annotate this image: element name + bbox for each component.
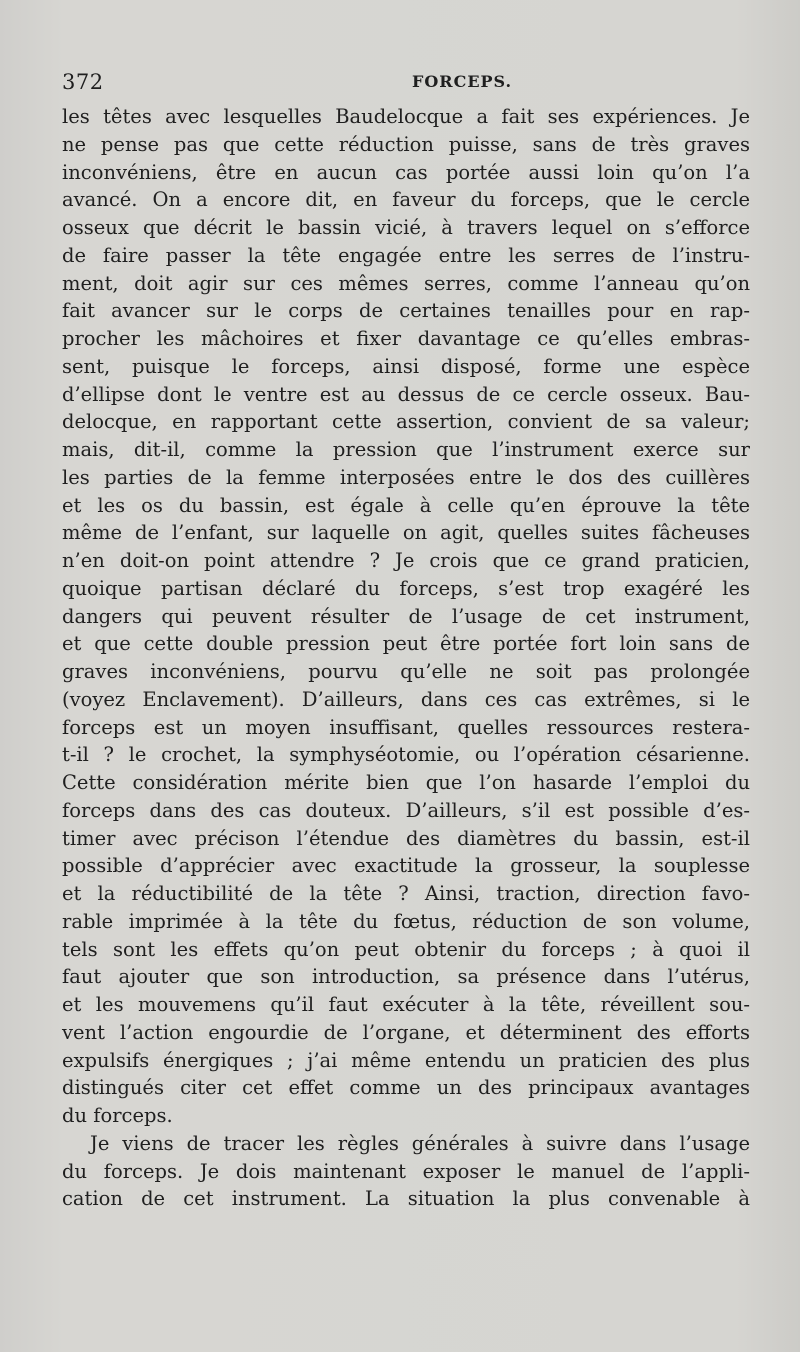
text-line: fait avancer sur le corps de certaines tenailles pour en rap- — [62, 299, 750, 323]
text-line: distingués citer cet effet comme un des principaux avantages — [62, 1076, 750, 1100]
text-line: les parties de la femme interposées entre le dos des cuillères — [62, 465, 750, 489]
text-line: avancé. On a encore dit, en faveur du forceps, que le cercle — [62, 188, 750, 212]
text-line: (voyez Enclavement). D’ailleurs, dans ces cas extrêmes, si le — [62, 687, 750, 711]
text-line: les têtes avec lesquelles Baudelocque a fait ses expériences. Je — [62, 105, 750, 128]
text-line: dangers qui peuvent résulter de l’usage de cet instrument, — [62, 604, 750, 628]
text-line: et que cette double pression peut être portée fort loin sans de — [62, 632, 750, 656]
text-line: d’ellipse dont le ventre est au dessus de ce cercle osseux. Bau- — [62, 382, 750, 406]
text-line: ne pense pas que cette réduction puisse, sans de très graves — [62, 132, 750, 156]
text-line: graves inconvéniens, pourvu qu’elle ne soit pas prolongée — [62, 660, 750, 683]
text-line: tels sont les effets qu’on peut obtenir du forceps ; à quoi il — [62, 937, 750, 961]
text-line: forceps dans des cas douteux. D’ailleurs, s’il est possible d’es- — [62, 798, 750, 822]
text-line: Cette considération mérite bien que l’on hasarde l’emploi du — [62, 771, 750, 794]
paragraph-1 — [62, 103, 750, 1130]
text-line: osseux que décrit le bassin vicié, à travers lequel on s’efforce — [62, 216, 750, 239]
text-line: ment, doit agir sur ces mêmes serres, comme l’anneau qu’on — [62, 271, 750, 295]
text-line: procher les mâchoires et fixer davantage ce qu’elles embras- — [62, 327, 750, 350]
text-line: cation de cet instrument. La situation la plus convenable à — [62, 1187, 750, 1211]
text-line: inconvéniens, être en aucun cas portée aussi loin qu’on l’a — [62, 160, 750, 184]
text-line: quoique partisan déclaré du forceps, s’est trop exagéré les — [62, 576, 750, 600]
text-line: forceps est un moyen insuffisant, quelles ressources restera- — [62, 715, 750, 739]
page-body — [62, 103, 750, 1213]
running-title: FORCEPS. — [412, 72, 513, 91]
text-line: de faire passer la tête engagée entre les serres de l’instru- — [62, 243, 750, 267]
text-line: sent, puisque le forceps, ainsi disposé, forme une espèce — [62, 354, 750, 378]
text-line: delocque, en rapportant cette assertion, convient de sa valeur; — [62, 410, 750, 434]
text-line: t-il ? le crochet, la symphyséotomie, ou l’opération césarienne. — [62, 743, 750, 767]
text-line: rable imprimée à la tête du fœtus, réduction de son volume, — [62, 909, 750, 933]
text-line: et la réductibilité de la tête ? Ainsi, traction, direction favo- — [62, 882, 750, 905]
text-line: mais, dit-il, comme la pression que l’instrument exerce sur — [62, 438, 750, 461]
page-number: 372 — [62, 70, 104, 94]
text-line: et les mouvemens qu’il faut exécuter à la tête, réveillent sou- — [62, 993, 750, 1016]
text-line: timer avec précison l’étendue des diamètres du bassin, est-il — [62, 826, 750, 850]
text-line: du forceps. — [62, 1104, 173, 1127]
text-line: faut ajouter que son introduction, sa présence dans l’utérus, — [62, 965, 750, 989]
text-line: vent l’action engourdie de l’organe, et déterminent des efforts — [62, 1020, 750, 1044]
text-line: du forceps. Je dois maintenant exposer le manuel de l’appli- — [62, 1159, 750, 1183]
text-line: possible d’apprécier avec exactitude la grosseur, la souplesse — [62, 854, 750, 878]
text-line: Je viens de tracer les règles générales à suivre dans l’usage — [90, 1131, 750, 1155]
text-line: même de l’enfant, sur laquelle on agit, quelles suites fâcheuses — [62, 521, 750, 545]
paragraph-2 — [62, 1130, 750, 1213]
page-header — [62, 70, 747, 98]
text-line: n’en doit-on point attendre ? Je crois que ce grand praticien, — [62, 549, 750, 572]
text-line: et les os du bassin, est égale à celle qu’en éprouve la tête — [62, 493, 750, 517]
text-line: expulsifs énergiques ; j’ai même entendu un praticien des plus — [62, 1048, 750, 1072]
